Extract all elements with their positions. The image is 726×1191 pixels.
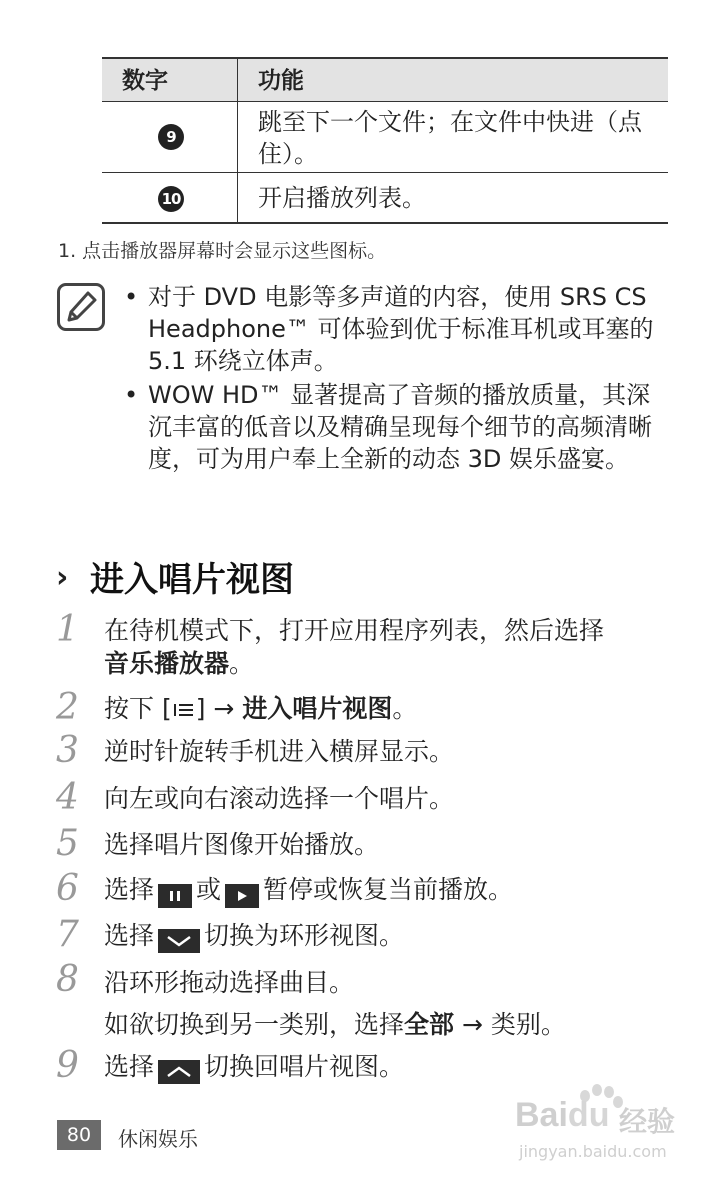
step-6-number: 6 [56,868,79,909]
section-title: 进入唱片视图 [90,560,294,600]
watermark-url: jingyan.baidu.com [519,1142,667,1161]
play-icon [225,884,259,908]
step-7-text [104,919,404,953]
step-6-pre: 选择 [104,875,155,904]
note-bullet-dot: • [124,381,139,409]
chevron-down-icon [158,929,200,953]
step-8-sub-post: → 类别。 [454,1010,566,1039]
table-column-divider [237,58,238,223]
step-7-post: 切换为环形视图。 [204,921,405,950]
chevron-up-icon [158,1060,200,1084]
number-9-badge: 9 [158,124,184,150]
table-top-rule [102,57,668,59]
watermark-brand2: du [567,1096,610,1134]
step-2-tail: 。 [392,694,418,723]
table-header-rule [102,101,668,102]
note-pencil-icon [57,283,105,331]
step-1-number: 1 [56,609,79,650]
step-3-number: 3 [56,730,79,771]
step-8-line1: 沿环形拖动选择曲目。 [104,968,355,997]
step-1-bold: 音乐播放器 [104,649,230,678]
step-6-mid: 或 [196,875,222,904]
step-5-text: 选择唱片图像开始播放。 [104,830,380,859]
table-cell-function-10: 开启播放列表。 [258,184,426,212]
step-5-number: 5 [56,823,79,864]
step-4-number: 4 [56,777,79,818]
step-8-text [104,962,566,1046]
step-1-tail: 。 [229,649,255,678]
pause-icon [158,884,192,908]
menu-key-icon [173,701,195,719]
step-2-bold: 进入唱片视图 [242,694,393,723]
step-2-text [104,692,417,725]
watermark-brand: Bai [515,1096,568,1134]
step-2-number: 2 [56,687,79,728]
step-6-text [104,873,513,908]
step-8-number: 8 [56,959,79,1000]
step-9-text [104,1050,404,1084]
number-10-badge: 10 [158,186,184,212]
note-bullet-surround-sound: 对于 DVD 电影等多声道的内容，使用 SRS CS Headphone™ 可体验到优于标准耳机或耳塞的 5.1 环绕立体声。 [148,283,654,375]
step-6-post: 暂停或恢复当前播放。 [263,875,514,904]
table-header-background [102,58,668,102]
table-header-function: 功能 [258,68,304,94]
step-4-text: 向左或向右滚动选择一个唱片。 [104,784,455,813]
page-number: 80 [57,1120,101,1150]
table-header-number: 数字 [122,68,168,94]
note-bullet-dot: • [124,283,139,311]
step-7-pre: 选择 [104,921,155,950]
baidu-jingyan-watermark [515,1082,685,1172]
step-2-pre: 按下 [ [104,694,172,723]
table-cell-function-9: 跳至下一个文件；在文件中快进（点住）。 [258,108,642,168]
step-1-text [104,614,604,680]
step-9-number: 9 [56,1045,79,1086]
footer-section-name: 休闲娱乐 [118,1127,198,1151]
step-3-text: 逆时针旋转手机进入横屏显示。 [104,737,455,766]
step-2-post: ] → [195,694,243,723]
table-footnote: 1. 点击播放器屏幕时会显示这些图标。 [58,240,387,262]
watermark-service: 经验 [619,1105,676,1138]
table-bottom-rule [102,222,668,224]
note-bullet-wow-hd: WOW HD™ 显著提高了音频的播放质量，其深沉丰富的低音以及精确呈现每个细节的高频清晰度，可为用户奉上全新的动态 3D 娱乐盛宴。 [148,381,652,473]
table-row-rule [102,172,668,173]
step-9-post: 切换回唱片视图。 [204,1052,405,1081]
step-9-pre: 选择 [104,1052,155,1081]
step-1-line1: 在待机模式下，打开应用程序列表，然后选择 [104,616,605,645]
step-7-number: 7 [56,914,79,955]
step-8-sub-bold: 全部 [404,1010,455,1039]
section-marker: › [56,560,69,595]
step-8-sub-pre: 如欲切换到另一类别，选择 [104,1010,405,1039]
